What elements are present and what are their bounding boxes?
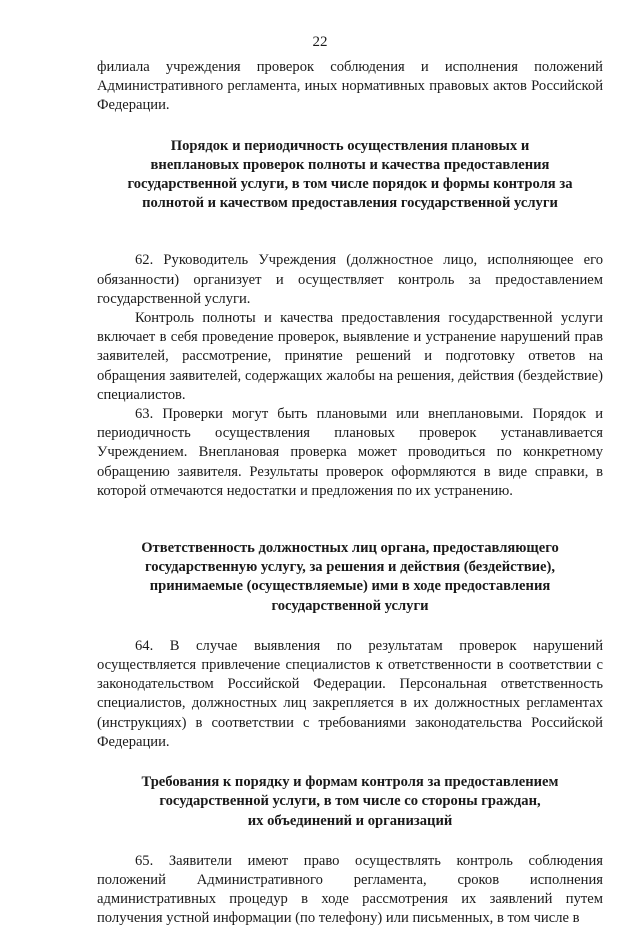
paragraph-64: 64. В случае выявления по результатам проверок нарушений осуществляется привлечение специалистов к ответственности в соответствии с законодательством Российской Федерации. Персональная ответственность специалистов, должностных лиц закрепляется в их должностных регламентах (инструкциях) в соответствии с требованиями законодательства Российской Федерации.: [97, 637, 603, 750]
heading-line: принимаемые (осуществляемые) ими в ходе предоставления: [149, 578, 551, 595]
heading-line: государственной услуги, в том числе порядок и формы контроля за: [127, 176, 573, 193]
paragraph-63: 63. Проверки могут быть плановыми или внеплановыми. Порядок и периодичность осуществления плановых проверок устанавливается Учреждением. Внеплановая проверка может проводиться по конкретному обращению заявителя. Результаты проверок оформляются в виде справки, в которой отмечаются недостатки и предложения по их устранению.: [97, 406, 603, 499]
paragraph-65: 65. Заявители имеют право осуществлять контроль соблюдения положений Административного регламента, сроков исполнения административных процедур в ходе рассмотрения их заявлений путем получения устной информации (по телефону) или письменных, в том числе в: [97, 852, 603, 927]
heading-line: внеплановых проверок полноты и качества предоставления: [150, 156, 550, 173]
heading-line: государственной услуги: [271, 597, 429, 614]
heading-line: Ответственность должностных лиц органа, предоставляющего: [141, 540, 559, 557]
paragraph-62: 62. Руководитель Учреждения (должностное лицо, исполняющее его обязанности) организует и осуществляет контроль за предоставлением государственной услуги.: [97, 252, 603, 307]
heading-line: государственной услуги, в том числе со стороны граждан,: [159, 793, 541, 810]
heading-line: их объединений и организаций: [247, 812, 453, 829]
section-heading-control-order: [97, 137, 603, 214]
heading-line: Требования к порядку и формам контроля за предоставлением: [141, 774, 559, 791]
page-number: 22: [312, 34, 328, 50]
intro-paragraph: филиала учреждения проверок соблюдения и исполнения положений Административного регламента, иных нормативных правовых актов Российской Федерации.: [97, 59, 603, 114]
heading-line: полнотой и качеством предоставления государственной услуги: [142, 195, 558, 212]
heading-line: Порядок и периодичность осуществления плановых и: [170, 137, 530, 154]
section-heading-control-requirements: [97, 773, 603, 831]
heading-line: государственную услугу, за решения и действия (бездействие),: [144, 559, 556, 576]
paragraph-62-continued: Контроль полноты и качества предоставления государственной услуги включает в себя проведение проверок, выявление и устранение нарушений прав заявителей, рассмотрение, принятие решений и подготовку ответов на обращения заявителей, содержащих жалобы на решения, действия (бездействие) специалистов.: [97, 310, 603, 403]
section-heading-responsibility: [97, 539, 603, 616]
document-body: [97, 58, 603, 929]
